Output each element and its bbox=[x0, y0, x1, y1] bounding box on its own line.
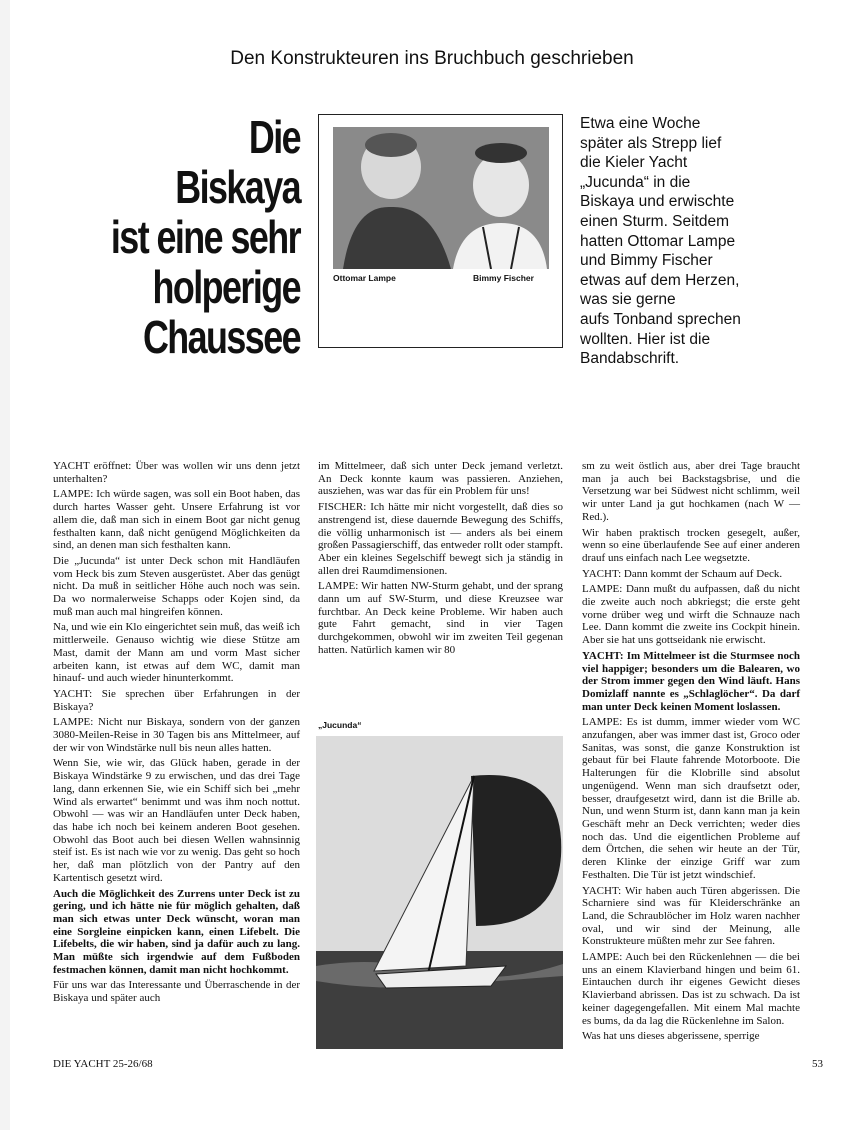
portrait-image-icon bbox=[333, 127, 549, 269]
headline-line: Biskaya bbox=[175, 161, 300, 213]
paragraph: Na, und wie ein Klo eingerichtet sein muß, das weiß ich mittlerweile. Genauso wichtig wie diese Stütze am Mast, damit der Mann am und vorm Mast sicher arbeiten kann, ist etwas auf dem WC, damit man hinauf- und auch wieder hinunterkommt. bbox=[53, 621, 300, 685]
paragraph: Für uns war das Interessante und Überraschende in der Biskaya und später auch bbox=[53, 979, 300, 1005]
intro-line: aufs Tonband sprechen bbox=[580, 310, 741, 328]
paragraph: LAMPE: Nicht nur Biskaya, sondern von der ganzen 3080-Meilen-Reise in 30 Tagen bis ans Mittelmeer, auf der wir von Windstärke null bis neun alles hatten. bbox=[53, 716, 300, 754]
paragraph: Wir haben praktisch trocken gesegelt, außer, wenn so eine überlaufende See auf einer anderen drauf uns einfach nach Lee wegsetzte. bbox=[582, 526, 800, 564]
intro-line: Biskaya und erwischte bbox=[580, 193, 735, 211]
paragraph: Die „Jucunda“ ist unter Deck schon mit Handläufen vom Heck bis zum Steven ausgerüstet. Aber das genügt nicht. Da muß in seitlicher Höhe auch noch was sein. Da wo normalerweise Schapps oder Kojen sind, da muß man auch mal hingreifen können. bbox=[53, 554, 300, 618]
intro-line: Etwa eine Woche bbox=[580, 115, 701, 132]
page-edge bbox=[0, 0, 10, 1130]
paragraph: LAMPE: Es ist dumm, immer wieder vom WC anzufangen, aber was immer dast ist, Groco oder Sanitas, was sonst, die ganze Konstruktion ist gebaut für bei Flaute fahrende Motorboote. Die Halterungen für die Klobrille sind absolut ungenügend. Wenn man sich draufsetzt oder, besser, draufgesetzt wird, dann ist die Brille ab. Nun, und wenn Sturm ist, dann kann man ja kein Geschäft mehr an Deck verrichten; weder dies noch das. Und die eigentlichen Probleme auf dem Örtchen, die sehen wir heute an der Tür, deren Klinke der einzige Griff war zum Festhalten. Die Tür ist jetzt windschief. bbox=[582, 716, 800, 881]
kicker: Den Konstrukteuren ins Bruchbuch geschrieben bbox=[230, 48, 634, 69]
paragraph: YACHT eröffnet: Über was wollen wir uns denn jetzt unterhalten? bbox=[53, 460, 300, 485]
paragraph: LAMPE: Auch bei den Rückenlehnen — die bei uns an einem Klavierband hingen und beim 61. Eintauchen durch ihr eigenes Gewicht dieses Klavierband abrissen. Das ist zu schwach. Da ist keiner dagegengefallen. Mit einem Mal machte es bums, da da lag die Rückenlehne im Salon. bbox=[582, 951, 800, 1027]
portrait-photo bbox=[333, 127, 549, 269]
paragraph: LAMPE: Ich würde sagen, was soll ein Boot haben, das durch hartes Wasser geht. Unsere Erfahrung ist vor allem die, daß man sich in einem Boot gar nicht genug festhalten kann, daß nicht genügend Möglichkeiten da sind, an denen man sich festhalten kann. bbox=[53, 488, 300, 552]
portrait-photo-box bbox=[318, 114, 563, 348]
footer-magazine: DIE YACHT 25-26/68 bbox=[53, 1058, 153, 1070]
intro-line: hatten Ottomar Lampe bbox=[580, 232, 736, 250]
headline-line: holperige bbox=[152, 261, 300, 313]
intro-line: die Kieler Yacht bbox=[580, 154, 688, 172]
caption-lampe: Ottomar Lampe bbox=[333, 273, 396, 283]
intro-line: und Bimmy Fischer bbox=[580, 252, 713, 270]
headline bbox=[97, 112, 300, 362]
text-column-3 bbox=[582, 460, 800, 1046]
intro-line: wollten. Hier ist die bbox=[580, 330, 711, 348]
intro-line: was sie gerne bbox=[580, 291, 676, 309]
yacht-photo bbox=[316, 736, 563, 1049]
paragraph: YACHT: Dann kommt der Schaum auf Deck. bbox=[582, 567, 783, 580]
intro-line: einen Sturm. Seitdem bbox=[580, 212, 730, 230]
paragraph: im Mittelmeer, daß sich unter Deck jemand verletzt. An Deck konnte kaum was passieren. Anziehen, ausziehen, was war das für ein Problem für uns! bbox=[318, 460, 563, 498]
paragraph: Auch die Möglichkeit des Zurrens unter Deck ist zu gering, und ich hätte nie für möglich gehalten, daß man sich etwas unter Deck wünscht, woran man eine Sorgleine einpicken kann, einen Lifebelt. Die Lifebelts, die wir haben, sind ja dafür auch zu lang. Man müßte sich irgendwie auf dem Fußboden festmachen können, damit man nicht hochkommt. bbox=[53, 887, 300, 976]
intro-line: Bandabschrift. bbox=[580, 350, 680, 368]
paragraph: Was hat uns dieses abgerissene, sperrige bbox=[582, 1030, 760, 1043]
yacht-photo-caption: „Jucunda“ bbox=[318, 720, 362, 730]
intro-text bbox=[580, 114, 780, 369]
text-column-2 bbox=[318, 460, 563, 660]
intro-line: etwas auf dem Herzen, bbox=[580, 271, 740, 289]
intro-line: später als Strepp lief bbox=[580, 134, 722, 152]
headline-line: Die bbox=[248, 111, 300, 163]
paragraph: YACHT: Wir haben auch Türen abgerissen. Die Scharniere sind was für Kleiderschränke an Land, die Schraublöcher im Holz waren nachher oval, und wir sind der Meinung, alle Konstrukteure müßten mehr zur See fahren. bbox=[582, 884, 800, 948]
sailboat-image-icon bbox=[316, 736, 563, 1049]
paragraph: YACHT: Im Mittelmeer ist die Sturmsee noch viel happiger; besonders um die Balearen, wo der Strom immer gegen den Wind läuft. Hans Domizlaff nannte es „Schlaglöcher“. Da darf man unter Deck keinen Moment loslassen. bbox=[582, 649, 800, 713]
paragraph: LAMPE: Wir hatten NW-Sturm gehabt, und der sprang dann um auf SW-Sturm, und diese Kreuzsee war furchtbar. An Deck keine Probleme. Wir haben auch gute Fahrt gemacht, sind in vier Tagen durchgekommen, obwohl wir im zweiten Teil gegenan hatten. Natürlich kamen wir 80 bbox=[318, 580, 563, 656]
paragraph: YACHT: Sie sprechen über Erfahrungen in der Biskaya? bbox=[53, 687, 300, 713]
paragraph: FISCHER: Ich hätte mir nicht vorgestellt, daß dies so anstrengend ist, diese dauernde Bewegung des Schiffs, die völlig unharmonisch ist — anders als bei einem großen Passagierschiff, das entweder rollt oder stampft. Aber ein kleines Segelschiff bewegt sich ja ständig in allen drei Raumdimensionen. bbox=[318, 501, 563, 577]
paragraph: Wenn Sie, wie wir, das Glück haben, gerade in der Biskaya Windstärke 9 zu erwischen, und das drei Tage lang, dann erkennen Sie, wie ein Schiff sich bei „mehr Wind als erwartet“ benimmt und was ihm noch nottut. Obwohl — was wir an Handläufen unter Deck haben, das habe ich noch bei keinem anderen Boot gesehen. Obwohl das Boot auch bei diesen Wellen wahnsinnig steif ist. Es ist nach wie vor zu wenig. Das geht so hoch her, daß man plötzlich von der Pantry auf den Kartentisch gesetzt wird. bbox=[53, 757, 300, 884]
paragraph: sm zu weit östlich aus, aber drei Tage braucht man ja auch bei Backstagsbrise, und die Versetzung war bei Südwest nicht schlimm, weil wir unter Land ja gut hochkamen (nach W — Red.). bbox=[582, 460, 800, 523]
paragraph: LAMPE: Dann mußt du aufpassen, daß du nicht die zweite auch noch abkriegst; die erste geht vorne drüber weg und wirft die Schnauze nach Lee. Dann kommt die zweite ins Cockpit hinein. Aber sie hat uns gottseidank nie erwischt. bbox=[582, 583, 800, 647]
text-column-1 bbox=[53, 460, 300, 1008]
page-number: 53 bbox=[812, 1058, 823, 1070]
caption-fischer: Bimmy Fischer bbox=[473, 273, 534, 283]
intro-line: „Jucunda“ in die bbox=[580, 173, 691, 191]
headline-line: ist eine sehr bbox=[110, 211, 301, 263]
headline-line: Chaussee bbox=[142, 311, 300, 363]
